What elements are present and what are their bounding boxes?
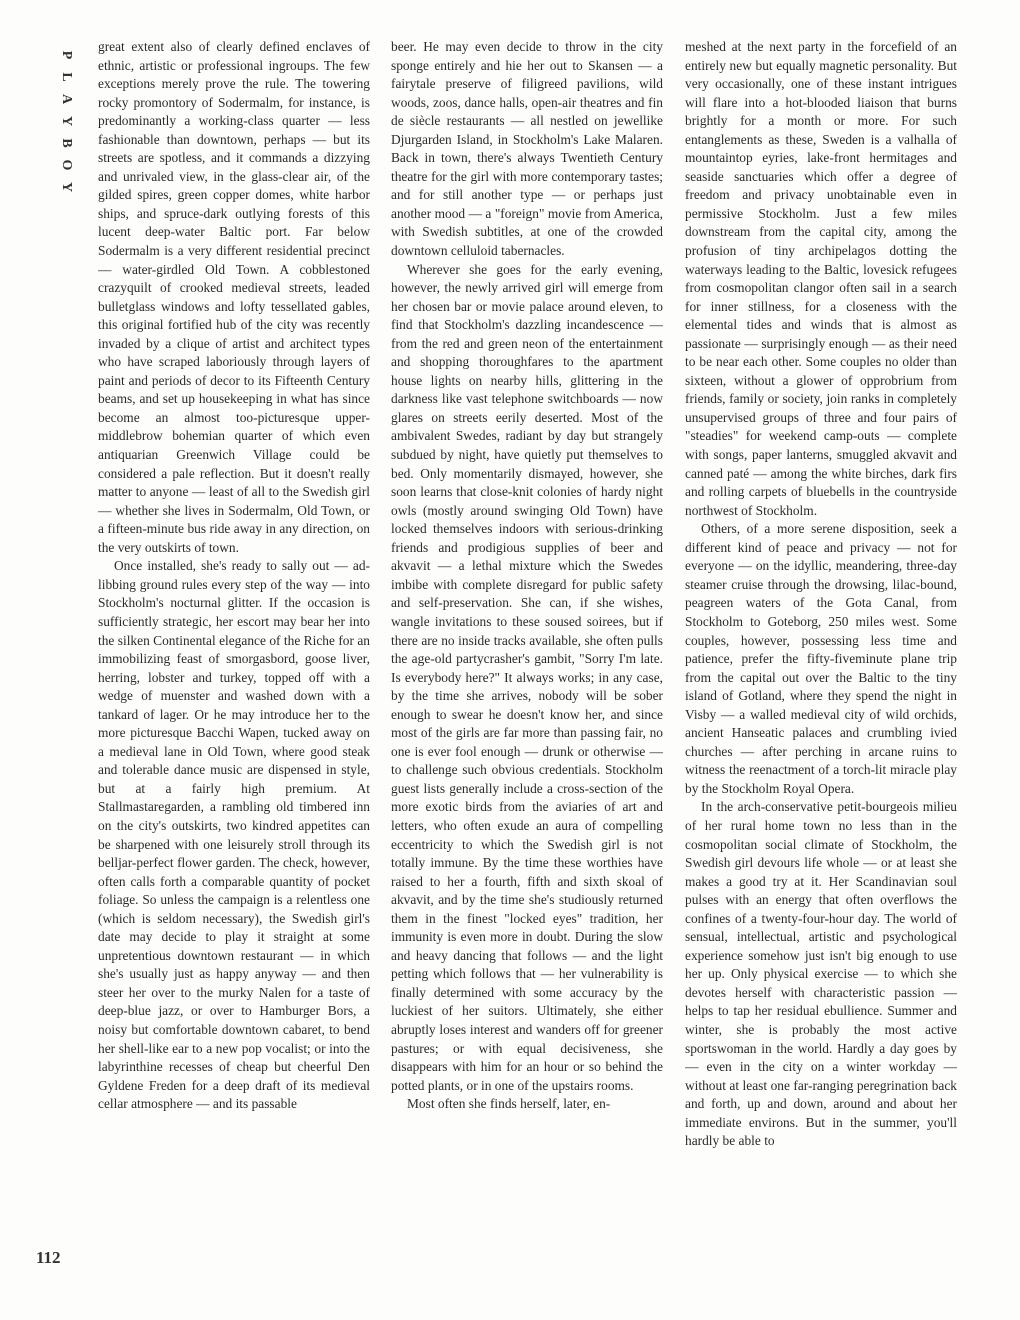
masthead-letter: B [59,138,74,148]
paragraph: In the arch-conservative petit-bourgeois milieu of her rural home town no less than in the cosmopolitan social climate of Stockholm, the Swedish girl devours life whole — or at least she makes a good try at it. Her Scandinavian soul pulses with an energy that often overflows the confines of a twenty-four-hour day. The world of sensual, intellectual, artistic and psychological experience somehow just isn't big enough to use her up. Only physical exercise — to which she devotes herself with characteristic passion — helps to tap her residual ebullience. Summer and winter, she is probably the most active sportswoman in the world. Hardly a day goes by — even in the city on a winter workday — without at least one far-ranging peregrination back and forth, up and down, around and about her immediate environs. But in the summer, you'll hardly be able to [685,799,957,1149]
text-column-2 [391,38,663,1278]
paragraph: Wherever she goes for the early evening, however, the newly arrived girl will emerge from her chosen bar or movie palace around eleven, to find that Stockholm's dazzling incandescence — from the red and green neon of the entertainment and shopping thoroughfares to the apartment house lights on nearby hills, glittering in the darkness like vast telephone switchboards — now glares on streets eerily deserted. Most of the ambivalent Swedes, radiant by day but strangely subdued by night, have quietly put themselves to bed. Only momentarily dismayed, however, she soon learns that close-knit colonies of hardy night owls (mostly around swinging Old Town) have locked themselves indoors with serious-drinking friends and prodigious supplies of beer and akvavit — a lethal mixture which the Swedes imbibe with complete disregard for public safety and self-preservation. She can, if she wishes, wangle invitations to these soused soirees, but if there are no inside tracks available, she often pulls the age-old partycrasher's gambit, "Sorry I'm late. Is everybody here?" It always works; in any case, by the time she arrives, nobody will be sober enough to swear he doesn't know her, and since most of the girls are far more than passing fair, no one is ever fool enough — drunk or otherwise — to challenge such obvious credentials. Stockholm guest lists generally include a cross-section of the more exotic birds from the aviaries of art and letters, who often exude an aura of compelling eccentricity to which the Swedish girl is not totally immune. By the time these worthies have raised to her a fourth, fifth and sixth skoal of akvavit, and by the time she's studiously returned them in the finest "locked eyes" tradition, her immunity is even more in doubt. During the slow and heavy dancing that follows — and the light petting which follows that — her vulnerability is finally determined with some accuracy by the luckiest of her suitors. Ultimately, she either abruptly loses interest and wanders off for greener pastures; or with equal decisiveness, she disappears with him for an hour or so behind the potted plants, or in one of the upstairs rooms. [391,261,663,1093]
text-column-3 [685,38,957,1278]
masthead-letter: P [59,50,74,60]
page-number: 112 [36,1248,61,1267]
paragraph: Most often she finds herself, later, en- [407,1096,611,1112]
paragraph: meshed at the next party in the forcefield of an entirely new but equally magnetic personality. But very occasionally, one of these instant intrigues will flare into a hot-blooded liaison that burns brightly for a month or more. For such entanglements as these, Sweden is a valhalla of mountaintop eyries, lake-front hermitages and seaside sanctuaries which offer a degree of freedom and privacy unobtainable even in permissive Stockholm. Just a few miles downstream from the capital city, among the profusion of tiny archipelagos dotting the waterways leading to the Baltic, lovesick refugees from cosmopolitan clangor often sail in a search for inner stillness, for a closeness with the elemental tides and winds that is almost as passionate — surprisingly enough — as their need to be near each other. Some couples no older than sixteen, without a glower of opprobrium from friends, family or society, join ranks in completely unsupervised groups of three and four pairs of "steadies" for weekend camp-outs — complete with songs, paper lanterns, smuggled akvavit and canned paté — among the white birches, dark firs and rolling carpets of bluebells in the countryside northwest of Stockholm. [685,39,957,518]
paragraph: great extent also of clearly defined enclaves of ethnic, artistic or professional ingroups. The few exceptions merely prove the rule. The towering rocky promontory of Sodermalm, for instance, is predominantly a working-class quarter — less fashionable than downtown, perhaps — but its streets are spotless, and it commands a dizzying and unrivaled view, in the glass-clear air, of the gilded spires, green copper domes, white harbor ships, and spruce-dark outlying forests of this lucent deep-water Baltic port. Far below Sodermalm is a very different residential precinct — water-girdled Old Town. A cobblestoned crazyquilt of crooked medieval streets, leaded bulletglass windows and lofty tessellated gables, this original fortified hub of the city was recently invaded by a clique of artist and architect types who have scraped laboriously through layers of paint and periods of decor to its Fifteenth Century beams, and set up housekeeping in what has since become an almost too-picturesque upper-middlebrow bohemian quarter of which even antiquarian Greenwich Village could be considered a pale reflection. But it doesn't really matter to anyone — least of all to the Swedish girl — whether she lives in Sodermalm, Old Town, or a fifteen-minute bus ride away in any direction, on the very outskirts of town. [98,39,370,555]
text-column-1 [98,38,370,1278]
magazine-masthead [52,44,72,198]
paragraph: Others, of a more serene disposition, seek a different kind of peace and privacy — not for everyone — on the idyllic, meandering, three-day steamer cruise through the drowsing, lilac-bound, peagreen waters of the Gota Canal, from Stockholm to Goteborg, 250 miles west. Some couples, however, possessing less time and patience, prefer the fifty-fiveminute plane trip from the capital out over the Baltic to the tiny island of Gotland, where they spend the night in Visby — a walled medieval city of wild orchids, ancient Hanseatic palaces and crumbling ivied churches — after perching in arcane ruins to witness the reenactment of a torch-lit miracle play by the Stockholm Royal Opera. [685,521,957,796]
masthead-letter: L [59,72,74,82]
paragraph: beer. He may even decide to throw in the city sponge entirely and hie her out to Skansen — a fairytale preserve of filigreed pavilions, wild woods, zoos, dance halls, open-air theatres and fin de siècle restaurants — all nestled on jewellike Djurgarden Island, in Stockholm's Lake Malaren. Back in town, there's always Twentieth Century theatre for the girl with more contemporary tastes; and for still another type — or perhaps just another mood — a "foreign" movie from America, with Swedish subtitles, at one of the crowded downtown celluloid tabernacles. [391,39,663,259]
masthead-letter: Y [59,115,74,127]
masthead-letter: Y [59,181,74,193]
paragraph: Once installed, she's ready to sally out — ad-libbing ground rules every step of the way — into Stockholm's nocturnal glitter. If the occasion is sufficiently strategic, her escort may bear her into the silken Continental elegance of the Riche for an immobilizing feast of smorgasbord, goose liver, herring, lobster and turkey, topped off with a wedge of muenster and washed down with a tankard of lager. Or he may introduce her to the more picturesque Bacchi Wapen, tucked away on a medieval lane in Old Town, where good steak and tolerable dance music are dispensed in style, but at a fairly high premium. At Stallmastaregarden, a rambling old timbered inn on the city's outskirts, two kindred appetites can be sharpened with one leisurely stroll through its belljar-perfect flower garden. The check, however, often calls forth a comparable quantity of pocket foliage. So unless the campaign is a relentless one (which is seldom necessary), the Swedish girl's date may decide to play it straight at some unpretentious downtown restaurant — in which she's usually just as happy anyway — and then steer her over to the murky Nalen for a taste of deep-blue jazz, or over to Hamburger Bors, a noisy but comfortable downtown cabaret, to bend her shell-like ear to a new pop vocalist; or into the labyrinthine recesses of cheap but cheerful Den Gyldene Freden for a deep draft of its medieval cellar atmosphere — and its passable [98,558,370,1112]
masthead-letter: A [59,93,74,105]
masthead-letter: O [59,159,74,171]
